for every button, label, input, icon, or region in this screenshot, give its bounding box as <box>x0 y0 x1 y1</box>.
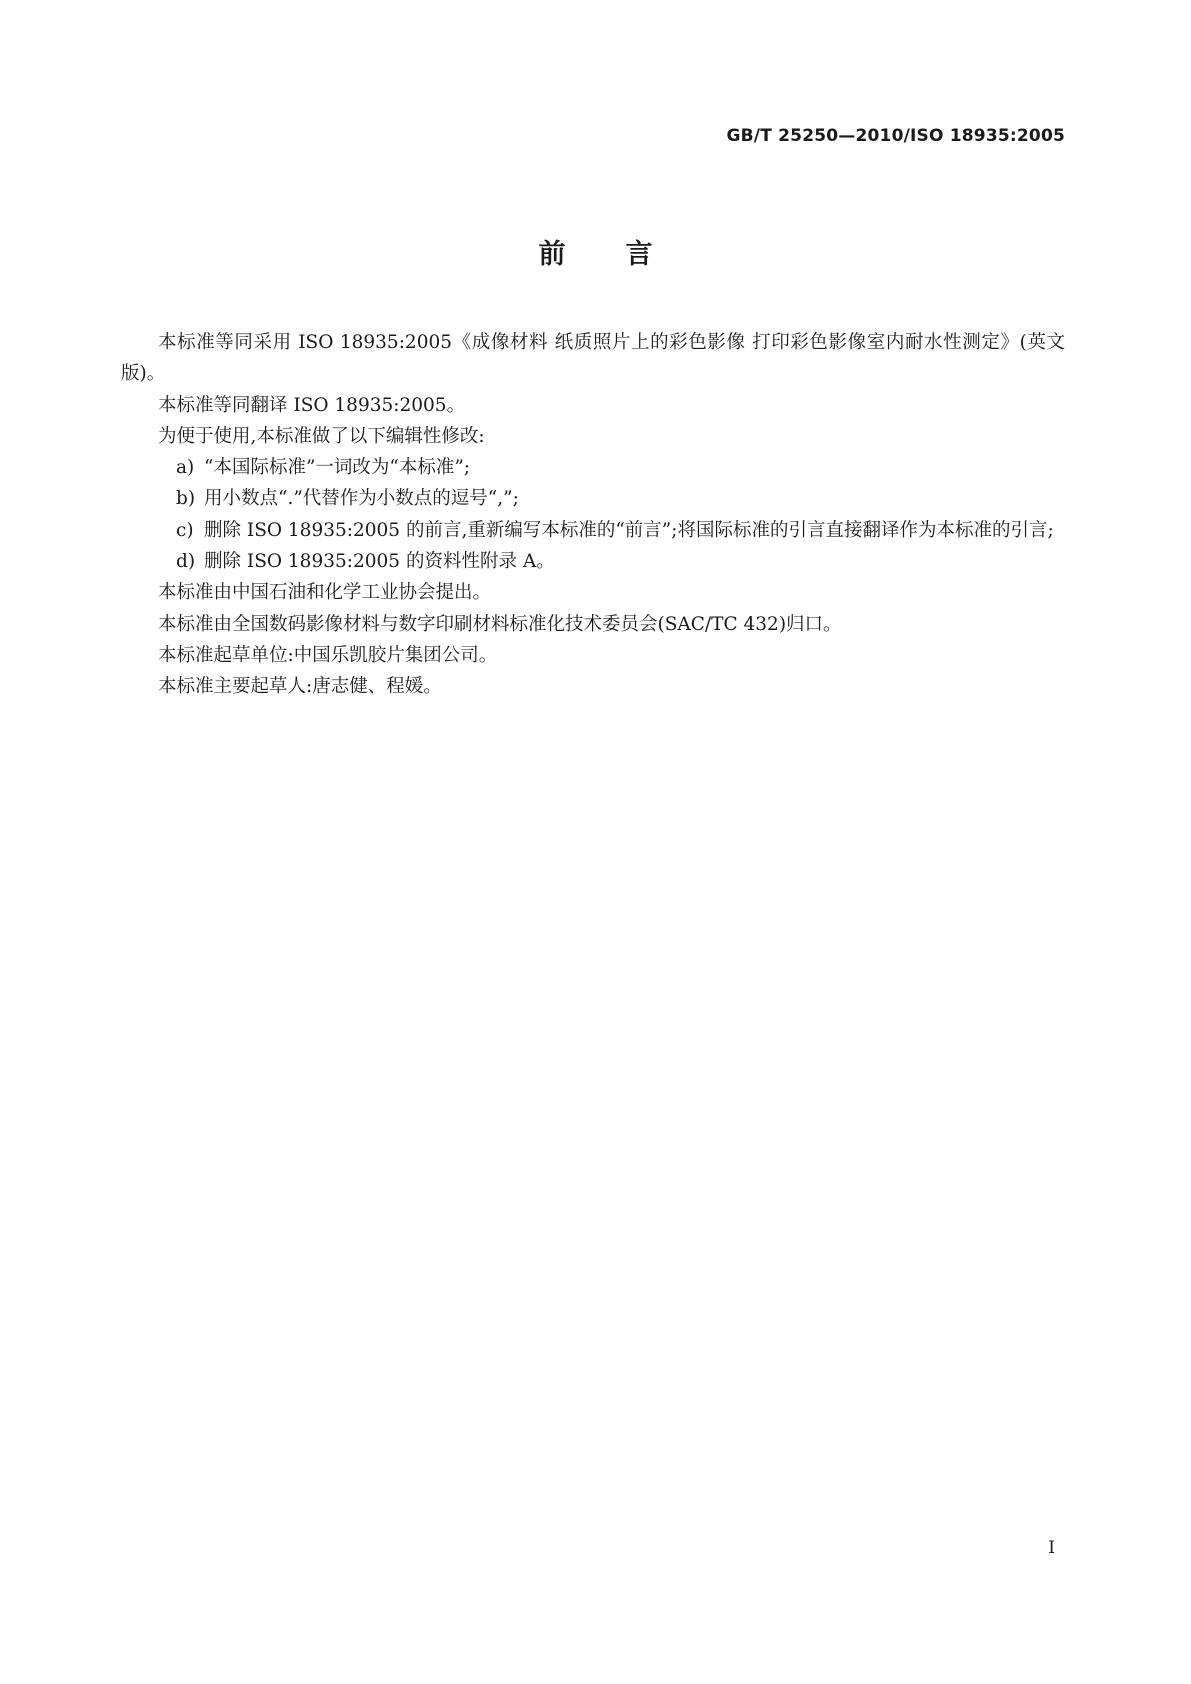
paragraph-committee: 本标准由全国数码影像材料与数字印刷材料标准化技术委员会(SAC/TC 432)归口。 <box>158 613 842 635</box>
list-item-text: 用小数点“.”代替作为小数点的逗号“,”; <box>204 488 519 510</box>
list-marker: b) <box>176 488 196 510</box>
paragraph-proposer: 本标准由中国石油和化学工业协会提出。 <box>158 582 492 604</box>
page-title: 前言 <box>538 239 713 270</box>
standard-code: GB/T 25250—2010/ISO 18935:2005 <box>726 126 1065 146</box>
list-item <box>121 452 1065 483</box>
list-item-text: 删除 ISO 18935:2005 的资料性附录 A。 <box>204 551 555 573</box>
paragraph-drafting-unit: 本标准起草单位:中国乐凯胶片集团公司。 <box>158 644 498 666</box>
page-number: I <box>1048 1538 1055 1558</box>
list-marker: d) <box>176 551 196 573</box>
list-item <box>121 483 1065 514</box>
list-item-text: 删除 ISO 18935:2005 的前言,重新编写本标准的“前言”;将国际标准的引言直接翻译作为本标准的引言; <box>204 519 1054 541</box>
list-item-text: “本国际标准”一词改为“本标准”; <box>204 457 471 479</box>
list-item <box>121 515 1065 546</box>
foreword-body <box>121 327 1065 703</box>
list-marker: c) <box>176 519 194 541</box>
list-item <box>121 546 1065 577</box>
paragraph-edits-intro: 为便于使用,本标准做了以下编辑性修改: <box>158 425 485 447</box>
list-marker: a) <box>176 457 195 479</box>
paragraph-adoption: 本标准等同采用 ISO 18935:2005《成像材料 纸质照片上的彩色影像 打印彩色影像室内耐水性测定》(英文版)。 <box>121 332 1065 385</box>
paragraph-translation: 本标准等同翻译 ISO 18935:2005。 <box>158 394 466 416</box>
paragraph-drafters: 本标准主要起草人:唐志健、程媛。 <box>158 676 442 698</box>
